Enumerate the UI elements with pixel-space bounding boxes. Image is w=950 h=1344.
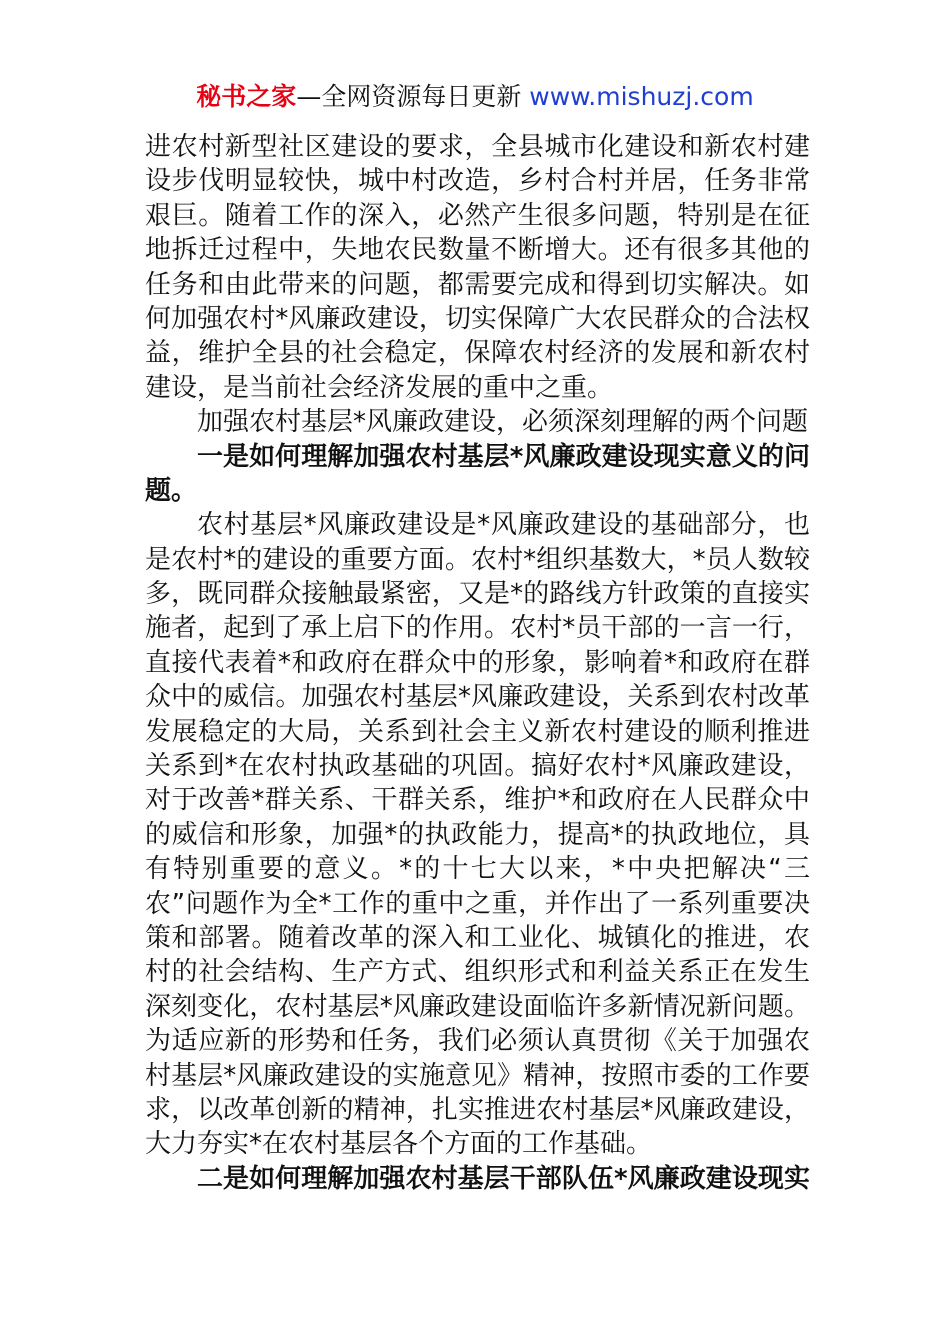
site-slogan: —全网资源每日更新 [296,82,530,111]
site-url-link[interactable]: www.mishuzj.com [529,82,754,111]
body-text-line: 施者，起到了承上启下的作用。农村*员干部的一言一行， [145,613,810,644]
body-text-line: 众中的威信。加强农村基层*风廉政建设，关系到农村改革 [145,682,810,713]
page-header [0,80,950,114]
body-text-line: 村的社会结构、生产方式、组织形式和利益关系正在发生 [145,957,810,988]
body-text-line: 策和部署。随着改革的深入和工业化、城镇化的推进，农 [145,922,810,953]
body-text-line: 农”问题作为全*工作的重中之重，并作出了一系列重要决 [145,888,810,919]
body-text-line: 关系到*在农村执政基础的巩固。搞好农村*风廉政建设， [145,751,810,782]
section-heading-line: 题。 [145,475,198,506]
body-text-line: 加强农村基层*风廉政建设，必须深刻理解的两个问题 [197,407,809,438]
body-text-line: 地拆迁过程中，失地农民数量不断增大。还有很多其他的 [145,235,810,266]
body-text-line: 进农村新型社区建设的要求，全县城市化建设和新农村建 [145,132,810,162]
body-text-line: 建设，是当前社会经济发展的重中之重。 [145,372,614,403]
body-text-line: 的威信和形象，加强*的执政能力，提高*的执政地位，具 [145,819,810,850]
body-text-line: 为适应新的形势和任务，我们必须认真贯彻《关于加强农 [145,1026,810,1057]
body-text-line: 求，以改革创新的精神，扎实推进农村基层*风廉政建设， [145,1094,810,1125]
section-heading-line: 二是如何理解加强农村基层干部队伍*风廉政建设现实 [197,1163,810,1194]
body-text-line: 有特别重要的意义。*的十七大以来，*中央把解决“三 [145,854,810,885]
body-text-line: 设步伐明显较快，城中村改造，乡村合村并居，任务非常 [145,166,810,197]
site-brand: 秘书之家 [196,82,297,111]
body-text-line: 村基层*风廉政建设的实施意见》精神，按照市委的工作要 [145,1060,810,1091]
body-text-line: 是农村*的建设的重要方面。农村*组织基数大，*员人数较 [145,544,810,575]
body-text-line: 益，维护全县的社会稳定，保障农村经济的发展和新农村 [145,338,810,369]
body-text-line: 多，既同群众接触最紧密，又是*的路线方针政策的直接实 [145,579,810,610]
body-text-line: 对于改善*群关系、干群关系，维护*和政府在人民群众中 [145,785,810,816]
body-text-line: 农村基层*风廉政建设是*风廉政建设的基础部分，也 [197,510,810,541]
body-text-line: 直接代表着*和政府在群众中的形象，影响着*和政府在群 [145,647,810,678]
document-body [145,130,810,1196]
body-text-line: 大力夯实*在农村基层各个方面的工作基础。 [145,1129,653,1160]
body-text-line: 任务和由此带来的问题，都需要完成和得到切实解决。如 [145,269,810,300]
body-text-line: 艰巨。随着工作的深入，必然产生很多问题，特别是在征 [145,200,810,231]
body-text-line: 深刻变化，农村基层*风廉政建设面临许多新情况新问题。 [145,991,810,1022]
section-heading-line: 一是如何理解加强农村基层*风廉政建设现实意义的问 [197,441,810,472]
body-text-line: 何加强农村*风廉政建设，切实保障广大农民群众的合法权 [145,303,810,334]
body-text-line: 发展稳定的大局，关系到社会主义新农村建设的顺利推进 [145,716,810,747]
